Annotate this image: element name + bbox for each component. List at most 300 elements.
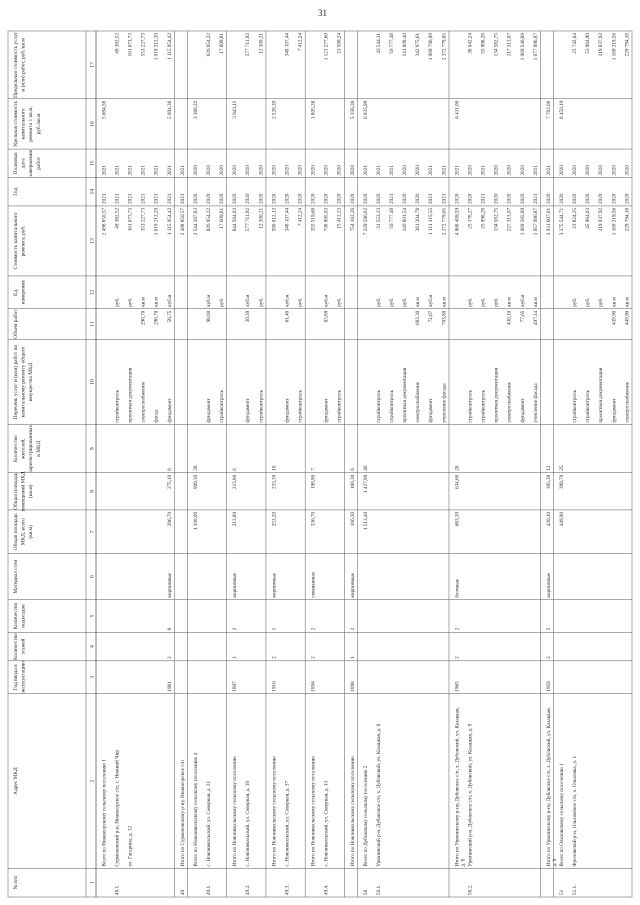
table-cell: 1981 <box>166 681 173 692</box>
column-header: Плановая <box>13 152 19 175</box>
table-cell: 141 809,40 <box>402 33 409 57</box>
table-cell: 50 <box>362 889 369 895</box>
table-cell: 2020 <box>415 165 422 176</box>
table-cell: руб. <box>389 297 396 307</box>
table-cell: 342 975,61 <box>415 33 422 57</box>
table-cell: 3 168,22 <box>192 100 199 119</box>
table-cell: 219 037,92 <box>598 207 605 232</box>
column-header: № п/п <box>13 875 19 890</box>
table-cell: 439,90 <box>611 310 618 325</box>
column-header: Общая площадь <box>13 472 19 510</box>
table-cell: 1965 <box>454 681 461 692</box>
table-cell: Всего по Дубовскому сельскому поселению 2 <box>362 765 369 867</box>
table-cell: 77,65 <box>519 310 526 323</box>
table-cell: 2021 <box>441 193 448 204</box>
column-header: Количество <box>13 435 19 463</box>
table-cell: Итого по Новоникольскому сельскому поселению <box>310 756 317 867</box>
table-cell: 6 <box>232 468 239 471</box>
table-cell: руб. <box>598 297 605 307</box>
table-cell: фасад <box>153 409 160 423</box>
table-cell: 217 313,07 <box>506 33 513 57</box>
table-cell: Всего по Нижнеорскому сельскому поселению 1 <box>101 759 108 867</box>
table-cell: 2021 <box>153 193 160 204</box>
table-cell: 2020 <box>572 193 579 204</box>
column-number: 12 <box>89 289 96 296</box>
table-cell: 198,90 <box>310 474 317 490</box>
table-cell: 53 964,90 <box>585 33 592 54</box>
column-header: руб./кв.м <box>35 113 42 135</box>
table-cell: 2020 <box>506 165 513 176</box>
table-cell: 5 694,38 <box>166 100 173 119</box>
table-cell: фундамент <box>611 398 618 423</box>
table-cell: фундамент <box>519 398 526 423</box>
table-cell: 1959 <box>545 681 552 692</box>
table-cell: 2020 <box>284 193 291 204</box>
table-cell: 51 <box>558 889 565 895</box>
table-cell: 2 <box>454 656 461 659</box>
table-cell: утепление фасада <box>441 383 448 423</box>
table-cell: Итого по Новоникольскому сельскому поселению <box>232 756 239 867</box>
column-number: 4 <box>89 645 96 649</box>
table-cell: кирпичные <box>232 572 239 598</box>
table-cell: руб. <box>336 297 343 307</box>
table-cell: 134 582,75 <box>493 33 500 57</box>
table-cell: 2 <box>349 627 356 631</box>
table-cell: смешанные <box>310 572 317 598</box>
table-cell: руб. <box>127 297 134 307</box>
table-cell: 1 513,40 <box>362 511 369 531</box>
table-cell: 2 <box>166 656 173 659</box>
column-number: 1 <box>89 881 96 885</box>
table-cell: 140 801,54 <box>402 207 409 232</box>
table-cell: куб.м <box>519 294 526 307</box>
table-cell: 336,70 <box>310 511 317 527</box>
column-header: зарегистрированных <box>28 424 35 473</box>
table-cell: 227 313,07 <box>506 207 513 232</box>
table-cell: 2 544 397,83 <box>192 207 199 236</box>
table-cell: 6 411,08 <box>454 100 461 119</box>
column-header: Год ввода в <box>13 664 19 691</box>
table-cell: 590 012,13 <box>271 207 278 232</box>
table-cell: 2020 <box>297 193 304 204</box>
table-cell: 2 528,39 <box>271 100 278 119</box>
table-cell: 61,40 <box>284 310 291 323</box>
table-cell: блочные <box>454 578 461 598</box>
table-cell: 2020 <box>192 165 199 176</box>
table-cell: 1 115 054,42 <box>166 33 173 61</box>
column-header: в МКД <box>35 440 42 457</box>
column-header: измерения <box>20 280 27 305</box>
column-header: этажей <box>20 638 27 655</box>
table-cell: 2020 <box>271 165 278 176</box>
table-cell: 1 111 315,55 <box>428 207 435 235</box>
table-cell: 2021 <box>480 193 487 204</box>
column-header: подъездов <box>20 604 27 628</box>
table-cell: 2 <box>310 656 317 659</box>
table-cell: кв.м <box>611 297 618 307</box>
table-cell: Фроловский р-н, Ольховское с/п, х. Ольховка, д. 1 <box>572 755 579 867</box>
table-cell: 2021 <box>480 165 487 176</box>
table-cell: 296,70 <box>140 310 147 325</box>
table-cell: 8 <box>166 468 173 471</box>
table-cell: 844 564,03 <box>232 207 239 232</box>
table-cell: 2020 <box>572 165 579 176</box>
column-number: 11 <box>89 321 96 327</box>
table-cell: 2020 <box>402 165 409 176</box>
table-cell: 2020 <box>245 193 252 204</box>
table-cell: 3 375 544,71 <box>558 207 565 236</box>
table-cell: 355 519,68 <box>310 207 317 232</box>
table-cell: 161 673,73 <box>127 207 134 232</box>
column-header: Количество <box>13 633 19 660</box>
table-cell: 229 794,18 <box>624 33 631 57</box>
table-cell: 23 824,25 <box>572 207 579 229</box>
table-cell: проектная документация <box>598 367 605 423</box>
column-number: 14 <box>89 188 96 195</box>
table-cell: 2021 <box>428 165 435 176</box>
table-cell: 2020 <box>258 165 265 176</box>
table-cell: 1 069 565,89 <box>519 207 526 236</box>
table-cell: 49.1. <box>205 884 212 895</box>
table-cell: 2020 <box>585 193 592 204</box>
table-cell: 738 895,03 <box>323 207 330 232</box>
table-cell: 17 609,81 <box>219 207 226 229</box>
table-cell: 348 107,44 <box>284 33 291 57</box>
table-cell: 17 609,81 <box>219 33 226 54</box>
table-cell: руб. <box>467 297 474 307</box>
table-cell: 2021 <box>101 193 108 204</box>
table-svg <box>4 26 636 902</box>
table-cell: 1 019 212,20 <box>153 33 160 61</box>
table-cell: 2020 <box>493 193 500 204</box>
table-cell: 2 <box>545 627 552 631</box>
column-header: и (или) работ, руб./кв.м <box>20 38 27 92</box>
column-header: Адрес МКД <box>13 767 19 795</box>
table-cell: электроснабжение <box>140 381 147 423</box>
table-cell: кирпичные <box>166 572 173 598</box>
table-cell: 2020 <box>245 165 252 176</box>
table-cell: стройконтроль <box>114 389 121 423</box>
table-cell: 2020 <box>310 193 317 204</box>
table-cell: 2021 <box>166 193 173 204</box>
table-cell: 348 107,44 <box>284 207 291 232</box>
table-cell: 12 300,21 <box>258 33 265 54</box>
table-cell: 30,30 <box>245 310 252 323</box>
table-cell: 1 805,38 <box>310 100 317 119</box>
table-cell: 1 <box>271 627 278 631</box>
table-cell: кв.м <box>415 297 422 307</box>
column-header: капитального <box>20 108 27 140</box>
table-cell: 7 229 596,62 <box>362 207 369 236</box>
table-cell: стройконтроль <box>389 389 396 423</box>
column-number: 2 <box>89 779 96 783</box>
table-cell: 7 412,24 <box>297 33 304 52</box>
table-cell: электроснабжение <box>624 381 631 423</box>
table-cell: 2 <box>310 627 317 631</box>
column-number: 5 <box>89 614 96 618</box>
table-cell: 6 935,99 <box>362 100 369 119</box>
table-cell: 213,80 <box>232 474 239 490</box>
table-cell: 2021 <box>389 165 396 176</box>
table-cell: 1 677 996,87 <box>532 33 539 61</box>
table-cell: 2020 <box>598 165 605 176</box>
table-cell: 2020 <box>624 193 631 204</box>
table-cell: руб. <box>493 297 500 307</box>
column-number: 17 <box>89 62 96 68</box>
table-cell: 10 <box>271 465 278 471</box>
table-cell: 2021 <box>114 193 121 204</box>
table-cell: 1 169 219,56 <box>611 207 618 236</box>
table-cell: 683,30 <box>415 310 422 325</box>
table-cell: 50.2. <box>467 884 474 895</box>
table-cell: 2020 <box>558 165 565 176</box>
table-cell: 2 <box>545 656 552 659</box>
column-header: МКД, всего <box>20 518 27 546</box>
table-cell: 1 121 277,60 <box>323 33 330 61</box>
table-cell: 1 019 212,20 <box>153 207 160 236</box>
table-cell: 2 498 850,57 <box>179 207 186 236</box>
table-cell: 2021 <box>428 193 435 204</box>
table-cell: 2021 <box>114 165 121 176</box>
table-cell: 634,60 <box>454 474 461 490</box>
table-cell: 49.3. <box>284 884 291 895</box>
table-cell: 1894 <box>310 681 317 692</box>
table-cell: 1 <box>232 656 239 659</box>
table-cell: куб.м <box>245 294 252 307</box>
table-cell: утепление фасада <box>532 383 539 423</box>
column-header: Год <box>13 187 19 196</box>
table-cell: 1 069 796,00 <box>428 33 435 61</box>
column-header: помещений МКД <box>20 471 27 512</box>
column-header: имущества МКД <box>28 362 35 402</box>
table-cell: с. Новоникольский, ул. Северная, д. 13 <box>323 780 330 867</box>
table-cell: 430,10 <box>545 511 552 527</box>
table-cell: стройконтроль <box>467 389 474 423</box>
table-cell: 49.4. <box>323 884 330 895</box>
table-cell: 2 <box>232 627 239 631</box>
table-cell: 2020 <box>402 193 409 204</box>
table-cell: 2020 <box>454 193 461 204</box>
table-cell: 2 498 850,57 <box>101 207 108 236</box>
table-cell: 46 <box>362 465 369 471</box>
column-header: Ед. <box>13 288 19 297</box>
table-cell: 28 <box>454 465 461 471</box>
table-cell: 1 115 054,42 <box>166 207 173 235</box>
rotated-table-sheet <box>4 26 636 902</box>
table-cell: 7 412,24 <box>297 207 304 227</box>
table-cell: кв.м <box>441 297 448 307</box>
table-cell: 166,30 <box>349 511 356 527</box>
table-cell: 12 <box>545 465 552 471</box>
table-cell: кв.м <box>153 297 160 307</box>
table-cell: 49 382,52 <box>114 33 121 54</box>
table-cell: 1 427,90 <box>362 474 369 493</box>
table-cell: 2020 <box>219 193 226 204</box>
table-cell: 2021 <box>101 165 108 176</box>
table-cell: 2020 <box>519 165 526 176</box>
table-cell: 296,70 <box>153 310 160 325</box>
table-cell: 2020 <box>558 193 565 204</box>
table-cell: Урюпинский р-н, Дубовское с/п, х. Дубовский, ул. Казацкая, д. 9 <box>467 723 474 867</box>
table-cell: 43 544,11 <box>375 33 382 54</box>
table-cell: 3 031 607,01 <box>545 207 552 236</box>
table-cell: д. 9 <box>551 858 558 867</box>
table-cell: 2020 <box>310 165 317 176</box>
table-cell: кирпичные <box>349 572 356 598</box>
table-cell: стройконтроль <box>375 389 382 423</box>
column-header: Стоимость капитального <box>13 212 19 270</box>
table-cell: 8 <box>166 627 173 631</box>
table-cell: электроснабжение <box>506 381 513 423</box>
table-cell: 2020 <box>415 193 422 204</box>
column-header: Количество <box>13 602 19 630</box>
table-cell: кв.м <box>624 297 631 307</box>
table-cell: 23 590,24 <box>336 33 343 54</box>
table-cell: 2020 <box>545 193 552 204</box>
column-header: капитальному ремонту общего <box>20 346 27 418</box>
column-header: Удельная стоимость <box>13 100 19 148</box>
table-cell: 15 412,23 <box>336 207 343 229</box>
table-cell: 2020 <box>323 193 330 204</box>
table-cell: 683,30 <box>454 511 461 527</box>
table-cell: 4 068 409,59 <box>454 207 461 236</box>
column-number: 7 <box>89 530 96 534</box>
table-cell: 2021 <box>140 193 147 204</box>
table-cell: 161 673,73 <box>127 33 134 57</box>
table-cell: Всего по Новоникольскому сельскому поселению 4 <box>192 752 199 867</box>
table-cell: куб.м <box>428 294 435 307</box>
table-cell: Итого по Новоникольскому сельскому поселению <box>349 756 356 867</box>
table-cell: Итого по Урюпинскому р-ну, Дубовское с/п, х. Дубовский, ул. Казацкая, <box>545 707 552 867</box>
table-cell: 826 954,22 <box>205 207 212 232</box>
table-cell: 23 742,64 <box>572 33 579 54</box>
table-cell: 296,70 <box>166 511 173 527</box>
table-cell: кв.м <box>506 297 513 307</box>
table-cell: 25 178,27 <box>467 207 474 229</box>
table-cell: 826 954,22 <box>205 33 212 57</box>
column-header: работ <box>35 156 42 170</box>
table-cell: фундамент <box>323 398 330 423</box>
table-cell: 7 <box>310 468 317 471</box>
column-header: эксплуатацию <box>20 661 27 694</box>
table-cell: 361 204,78 <box>415 207 422 232</box>
table-cell: 430,10 <box>506 310 513 325</box>
table-cell: 28 <box>192 465 199 471</box>
table-cell: руб. <box>297 297 304 307</box>
table-cell: 2020 <box>219 165 226 176</box>
table-cell: фундамент <box>428 398 435 423</box>
table-cell: 50 777,48 <box>389 33 396 54</box>
table-cell: куб.м <box>323 294 330 307</box>
table-cell: 2020 <box>349 193 356 204</box>
table-cell: 45 964,63 <box>585 207 592 229</box>
table-cell: 2021 <box>153 165 160 176</box>
table-cell: 1 100,00 <box>192 511 199 531</box>
table-cell: 229 794,18 <box>624 207 631 232</box>
table-cell: д. 8 <box>460 858 467 867</box>
table-cell: 2020 <box>284 165 291 176</box>
table-cell: 577 711,92 <box>245 207 252 232</box>
table-cell: 49 <box>179 889 186 895</box>
table-cell: 8 450,19 <box>558 100 565 119</box>
table-cell: 2020 <box>375 193 382 204</box>
table-cell: 1897 <box>232 681 239 692</box>
table-cell: 2020 <box>323 165 330 176</box>
table-cell: 31 553,33 <box>375 207 382 229</box>
table-cell: руб. <box>219 297 226 307</box>
table-cell: 49.2. <box>245 884 252 895</box>
table-cell: 2021 <box>179 193 186 204</box>
table-cell: Сурменевский р-н, Нижнеорское с/п, с. Нижний Чир <box>114 750 121 867</box>
table-cell: 275,10 <box>166 474 173 490</box>
table-cell: Урюпинский р-н, Дубовское с/п, х. Дубовский, ул. Казацкая, д. 8 <box>375 723 382 867</box>
table-cell: руб. <box>375 297 382 307</box>
table-cell: 2 <box>271 656 278 659</box>
table-cell: кв.м <box>532 297 539 307</box>
table-cell: 55 998,28 <box>480 33 487 54</box>
column-number: 3 <box>89 675 96 679</box>
table-cell: 2021 <box>375 165 382 176</box>
column-number: 8 <box>89 489 96 493</box>
table-cell: 2020 <box>506 193 513 204</box>
table-cell: 7 782,06 <box>545 100 552 119</box>
table-cell: 2020 <box>336 165 343 176</box>
table-cell: фундамент <box>205 398 212 423</box>
table-cell: стройконтроль <box>480 389 487 423</box>
table-cell: 2020 <box>467 193 474 204</box>
table-cell: 2020 <box>598 193 605 204</box>
table-cell: 6 <box>349 468 356 471</box>
table-cell: 2020 <box>362 193 369 204</box>
table-cell: 50 777,48 <box>389 207 396 229</box>
table-cell: ул. Гагарина, д. 12 <box>127 825 134 867</box>
table-cell: руб. <box>258 297 265 307</box>
table-cell: куб.м <box>166 294 173 307</box>
column-header: дата <box>20 158 27 169</box>
table-cell: 2020 <box>349 165 356 176</box>
table-cell: 2020 <box>205 165 212 176</box>
table-cell: 2021 <box>532 193 539 204</box>
table-cell: 2020 <box>467 165 474 176</box>
table-cell: проектная документация <box>493 367 500 423</box>
table-cell: 2020 <box>271 193 278 204</box>
table-cell: 153 227,73 <box>140 33 147 57</box>
table-cell: 1898 <box>349 681 356 692</box>
table-cell: стройконтроль <box>219 389 226 423</box>
table-cell: 2021 <box>454 165 461 176</box>
table-cell: 449,90 <box>558 511 565 527</box>
table-cell: 2020 <box>611 193 618 204</box>
table-cell: 219 037,92 <box>598 33 605 57</box>
table-cell: 233,30 <box>271 474 278 490</box>
table-cell: 134 582,75 <box>493 207 500 232</box>
table-cell: 1 657 996,87 <box>532 207 539 236</box>
column-header: ремонта, руб. <box>20 225 27 257</box>
table-cell: кирпичные <box>271 572 278 598</box>
column-header: Объем работ <box>13 309 19 339</box>
table-cell: 166,30 <box>349 474 356 490</box>
table-cell: 703,80 <box>441 310 448 325</box>
table-cell: фундамент <box>245 398 252 423</box>
table-cell: 2020 <box>585 165 592 176</box>
table-cell: 253,20 <box>271 511 278 527</box>
table-cell: 2021 <box>127 193 134 204</box>
table-cell: Итого по Урюпинскому р-ну, Дубовское с/п, х. Дубовский, ул. Казацкая, <box>454 707 461 867</box>
table-cell: 2021 <box>389 193 396 204</box>
table-cell: руб. <box>114 297 121 307</box>
table-cell: 83,89 <box>323 310 330 323</box>
table-cell: кирпичные <box>545 572 552 598</box>
